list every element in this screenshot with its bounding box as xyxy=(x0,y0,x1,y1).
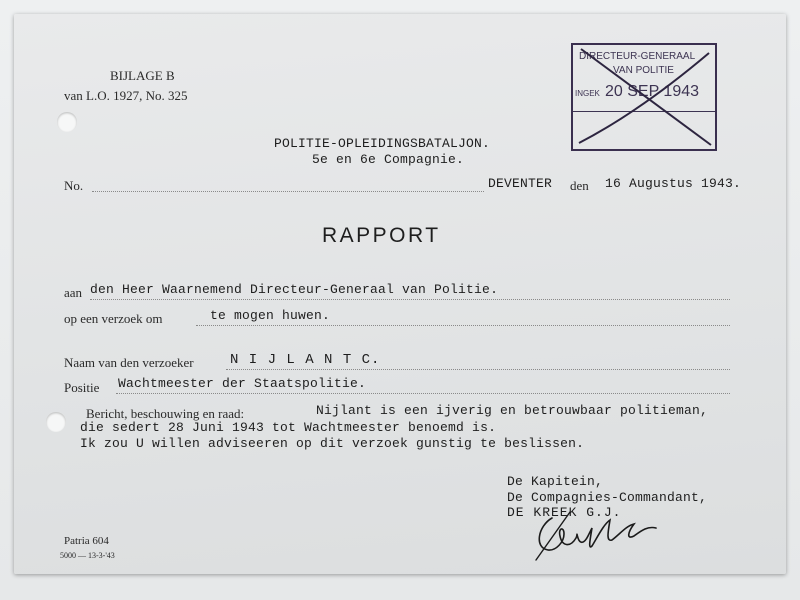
positie-label: Positie xyxy=(64,380,100,395)
verzoek-dotted-line xyxy=(196,325,730,326)
letter-date: 16 Augustus 1943. xyxy=(605,176,742,191)
document-title: RAPPORT xyxy=(322,224,441,247)
applicant-position: Wachtmeester der Staatspolitie. xyxy=(118,376,367,391)
naam-label: Naam van den verzoeker xyxy=(64,355,194,370)
applicant-name: N I J L A N T C. xyxy=(230,352,381,368)
print-run: 5000 — 13-3-'43 xyxy=(60,551,115,560)
no-label: No. xyxy=(64,178,84,193)
bericht-label: Bericht, beschouwing en raad: xyxy=(86,406,245,421)
signatory-title-1: De Kapitein, xyxy=(507,474,604,489)
positie-dotted-line xyxy=(116,393,730,394)
received-stamp xyxy=(571,43,717,151)
recipient: den Heer Waarnemend Directeur-Generaal van Politie. xyxy=(90,282,499,297)
aan-label: aan xyxy=(64,285,83,300)
advice-line-1: Nijlant is een ijverig en betrouwbaar politieman, xyxy=(316,403,709,418)
request: te mogen huwen. xyxy=(210,308,331,323)
verzoek-label: op een verzoek om xyxy=(64,311,163,326)
place: DEVENTER xyxy=(488,176,553,191)
bijlage-label: BIJLAGE B xyxy=(110,68,175,83)
aan-dotted-line xyxy=(90,299,730,300)
naam-dotted-line xyxy=(226,369,730,370)
stamp-ingek-label: INGEK xyxy=(575,89,600,98)
signatory-title-2: De Compagnies-Commandant, xyxy=(507,490,708,505)
advice-line-2: die sedert 28 Juni 1943 tot Wachtmeester benoemd is. xyxy=(80,420,497,435)
stamp-line-2: VAN POLITIE xyxy=(613,65,674,76)
form-reference: van L.O. 1927, No. 325 xyxy=(64,88,188,103)
organization-name: POLITIE-OPLEIDINGSBATALJON. xyxy=(274,136,491,151)
advice-line-3: Ik zou U willen adviseeren op dit verzoek gunstig te beslissen. xyxy=(80,436,585,451)
stamp-cross-mark xyxy=(573,45,715,149)
no-dotted-line xyxy=(92,191,484,192)
stamp-date: 20 SEP 1943 xyxy=(605,83,700,100)
form-number: Patria 604 xyxy=(64,535,109,547)
punch-hole-bottom xyxy=(46,412,66,432)
stamp-line-1: DIRECTEUR-GENERAAL xyxy=(579,51,696,62)
handwritten-signature xyxy=(530,506,690,566)
den-label: den xyxy=(570,178,589,193)
signatory-name: DE KREEK G.J. xyxy=(507,505,622,520)
company-name: 5e en 6e Compagnie. xyxy=(312,152,465,167)
punch-hole-top xyxy=(57,112,77,132)
